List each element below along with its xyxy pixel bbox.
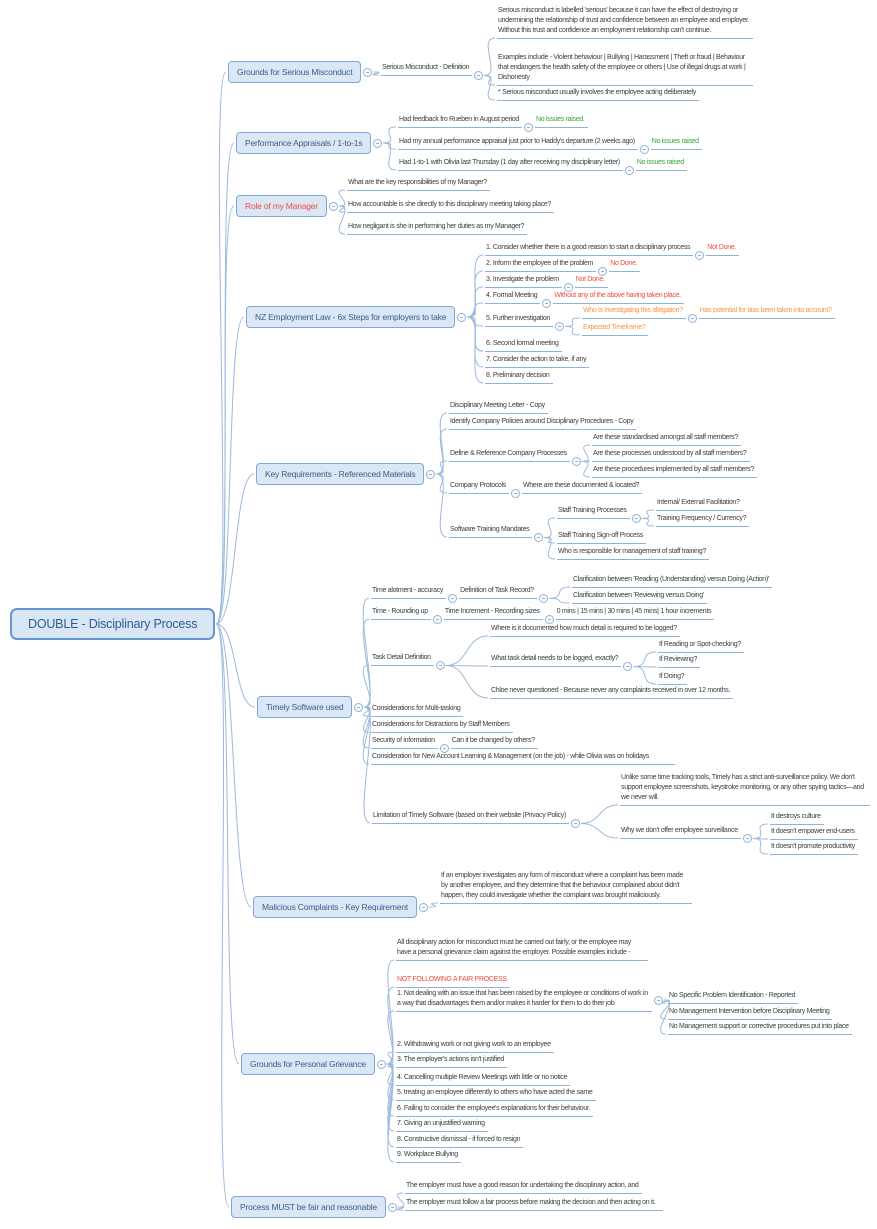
mindmap-branch-row — [396, 1039, 554, 1053]
collapse-toggle-icon[interactable] — [329, 202, 338, 211]
topic-node[interactable]: 0 mins | 15 mins | 30 mins | 45 mins| 1 hour increments — [556, 606, 715, 620]
topic-node[interactable]: It destroys culture — [770, 811, 824, 825]
collapse-toggle-icon[interactable] — [625, 166, 634, 175]
branch-connector-line — [565, 327, 580, 336]
mindmap-branch-row — [620, 825, 754, 839]
mindmap-branch-row — [371, 751, 675, 765]
topic-node[interactable]: Timely Software used — [257, 696, 352, 718]
branch-connector-line — [363, 598, 370, 707]
collapse-toggle-icon[interactable] — [373, 139, 382, 148]
topic-node[interactable]: Time - Rounding up — [371, 606, 431, 620]
topic-node[interactable]: Why we don't offer employee surveillance — [620, 825, 741, 839]
mindmap-branch-row — [396, 1149, 461, 1163]
topic-node[interactable]: Staff Training Sign-off Process — [557, 530, 646, 544]
collapse-toggle-icon[interactable] — [457, 313, 466, 322]
topic-node[interactable]: Expected Timeframe? — [582, 322, 648, 336]
mindmap-branch-row — [572, 590, 707, 604]
topic-node[interactable]: Company Protocols — [449, 480, 509, 494]
status-note[interactable]: No Done. — [609, 258, 640, 272]
mindmap-branch-row — [405, 1197, 663, 1211]
topic-node[interactable]: It doesn't promote productivity — [770, 841, 858, 855]
topic-node[interactable]: The employer must have a good reason for undertaking the disciplinary action, and — [405, 1180, 642, 1194]
root-topic-row — [10, 608, 215, 640]
main-topic-grounds-for-serious-misconduct — [228, 61, 374, 83]
mindmap-branch-row — [371, 606, 714, 620]
mindmap-branch-row — [449, 524, 545, 538]
collapse-toggle-icon[interactable] — [511, 489, 520, 498]
main-topic-role-of-my-manager — [236, 195, 340, 217]
topic-node[interactable]: 7. Giving an unjustified warning — [396, 1118, 488, 1132]
mindmap-branch-row — [347, 199, 554, 213]
mindmap-branch-row — [658, 671, 687, 685]
branch-connector-line — [429, 903, 438, 907]
mindmap-branch-row — [668, 1021, 852, 1035]
branch-connector-line — [216, 624, 239, 1064]
topic-node[interactable]: 3. Investigate the problem — [485, 274, 562, 288]
mindmap-branch-row — [490, 623, 680, 637]
topic-node[interactable]: Identify Company Policies around Disciplinary Procedures - Copy — [449, 416, 636, 430]
mindmap-branch-row — [449, 480, 642, 494]
mindmap-branch-row — [668, 990, 798, 1004]
main-topic-performance-appraisals — [236, 132, 384, 154]
topic-node[interactable]: Has potential for bias been taken into account? — [699, 305, 835, 319]
mindmap-branch-row — [371, 585, 550, 599]
collapse-toggle-icon[interactable] — [571, 819, 580, 828]
collapse-toggle-icon[interactable] — [632, 514, 641, 523]
mindmap-branch-row — [485, 274, 608, 288]
mindmap-branch-row — [592, 464, 757, 478]
branch-connector-line — [581, 805, 618, 824]
branch-connector-line — [383, 127, 396, 143]
status-note[interactable]: Not Done. — [706, 242, 739, 256]
main-topic-key-requirements — [256, 463, 437, 485]
mindmap-branch-row — [490, 653, 634, 667]
main-topic-nz-employment-law — [246, 306, 468, 328]
topic-node[interactable]: Who is investigating this allegation? — [582, 305, 686, 319]
topic-node[interactable]: Performance Appraisals / 1-to-1s — [236, 132, 371, 154]
topic-node[interactable]: If Reading or Spot-checking? — [658, 639, 744, 653]
mindmap-branch-row — [658, 654, 700, 668]
topic-node[interactable]: How accountable is she directly to this disciplinary meeting taking place? — [347, 199, 554, 213]
branch-connector-line — [383, 143, 396, 170]
mindmap-branch-row — [449, 400, 548, 414]
mindmap-branch-row — [497, 5, 753, 39]
main-topic-malicious-complaints — [253, 896, 430, 918]
collapse-toggle-icon[interactable] — [388, 1203, 397, 1212]
topic-node[interactable]: * Serious misconduct usually involves the employee acting deliberately — [497, 87, 699, 101]
mindmap-branch-row — [582, 322, 648, 336]
mindmap-branch-row — [485, 258, 640, 272]
topic-node[interactable]: 2. Inform the employee of the problem — [485, 258, 596, 272]
branch-connector-line — [565, 318, 580, 327]
topic-node[interactable]: Security of information — [371, 735, 438, 749]
topic-node[interactable]: Grounds for Personal Grievance — [241, 1053, 375, 1075]
branch-connector-line — [582, 462, 590, 478]
branch-connector-line — [216, 624, 229, 1207]
root-topic[interactable]: DOUBLE - Disciplinary Process — [10, 608, 215, 640]
mindmap-branch-row — [485, 242, 739, 256]
topic-node[interactable]: NZ Employment Law - 6x Steps for employers to take — [246, 306, 455, 328]
mindmap-branch-row — [396, 1072, 570, 1086]
mindmap-branch-row — [347, 221, 527, 235]
topic-node[interactable]: Are these processes understood by all staff members? — [592, 448, 750, 462]
collapse-toggle-icon[interactable] — [555, 322, 564, 331]
main-topic-process-fair-reasonable — [231, 1196, 399, 1218]
topic-node[interactable]: 6. Failing to consider the employee's explanations for their behaviour. — [396, 1103, 593, 1117]
topic-node[interactable]: 4. Cancelling multiple Review Meetings with little or no notice — [396, 1072, 570, 1086]
topic-node[interactable]: 6. Second formal meeting — [485, 338, 562, 352]
topic-node[interactable]: Where are these documented & located? — [522, 480, 642, 494]
mindmap-branch-row — [396, 974, 510, 988]
mindmap-branch-row — [449, 448, 583, 462]
topic-node[interactable]: Can it be changed by others? — [451, 735, 538, 749]
mindmap-branch-row — [372, 810, 582, 824]
topic-node[interactable]: Grounds for Serious Misconduct — [228, 61, 361, 83]
topic-node[interactable]: Process MUST be fair and reasonable — [231, 1196, 386, 1218]
branch-connector-line — [467, 317, 483, 383]
topic-paragraph[interactable]: Consideration for New Account Learning & Management (on the job) - while Olivia was on holidays — [371, 751, 675, 765]
topic-node[interactable]: Definition of Task Record? — [459, 585, 537, 599]
topic-node[interactable]: Task Detail Definition — [371, 652, 434, 666]
topic-node[interactable]: Malicious Complaints - Key Requirement — [253, 896, 417, 918]
mindmap-branch-row — [449, 416, 636, 430]
topic-node[interactable]: Had feedback fro Rueben in August period — [398, 114, 522, 128]
mindmap-branch-row — [485, 354, 589, 368]
mindmap-branch-row — [371, 719, 513, 733]
topic-node[interactable]: Limitation of Timely Software (based on their website (Privacy Policy) — [372, 810, 569, 824]
mindmap-branch-row — [656, 497, 743, 511]
topic-node[interactable]: Software Training Mandates — [449, 524, 532, 538]
mindmap-branch-row — [396, 1054, 507, 1068]
status-note[interactable]: Not Done. — [575, 274, 608, 288]
topic-paragraph[interactable]: Examples include - Violent behaviour | Bullying | Harassment | Theft or fraud | Behaviour that endangers the health safety of the employee or others | Use of illegal drugs at work | Dishonesty — [497, 52, 753, 86]
mindmap-branch-row — [347, 177, 490, 191]
topic-node[interactable]: 3. The employer's actions isn't justified — [396, 1054, 507, 1068]
collapse-toggle-icon[interactable] — [426, 470, 435, 479]
mindmap-branch-row — [371, 735, 538, 749]
branch-connector-line — [753, 839, 768, 855]
topic-node[interactable]: It doesn't empower end-users — [770, 826, 858, 840]
topic-paragraph[interactable]: Unlike some time tracking tools, Timely has a strict anti-surveillance policy. We don't support employee screenshots, keystroke monitoring, or any other spying tactics—and we never will. — [620, 772, 870, 806]
mindmap-branch-row — [371, 652, 447, 666]
mindmap-branch-row — [371, 703, 463, 717]
mindmap-branch-row — [396, 1118, 488, 1132]
branch-connector-line — [544, 518, 555, 538]
topic-node[interactable]: 2. Withdrawing work or not giving work to an employee — [396, 1039, 554, 1053]
branch-connector-line — [549, 587, 570, 599]
branch-connector-line — [216, 624, 251, 907]
main-topic-grounds-for-personal-grievance — [241, 1053, 388, 1075]
topic-node[interactable]: Clarification between 'Reviewing versus Doing' — [572, 590, 707, 604]
branch-connector-line — [484, 38, 495, 76]
branch-connector-line — [446, 666, 488, 667]
mindmap-branch-row — [572, 574, 772, 588]
mindmap-branch-row — [620, 772, 870, 806]
collapse-toggle-icon[interactable] — [572, 457, 581, 466]
branch-connector-line — [216, 317, 244, 624]
collapse-toggle-icon[interactable] — [654, 996, 663, 1005]
branch-connector-line — [446, 666, 488, 699]
branch-connector-line — [642, 519, 654, 527]
collapse-toggle-icon[interactable] — [436, 661, 445, 670]
mindmap-branch-row — [396, 1103, 593, 1117]
collapse-toggle-icon[interactable] — [743, 834, 752, 843]
branch-connector-line — [549, 599, 570, 604]
topic-node[interactable]: No Management support or corrective procedures put into place — [668, 1021, 852, 1035]
topic-node[interactable]: How negligant is she in performing her duties as my Manager? — [347, 221, 527, 235]
collapse-toggle-icon[interactable] — [688, 314, 697, 323]
mindmap-branch-row — [770, 841, 858, 855]
collapse-toggle-icon[interactable] — [363, 68, 372, 77]
collapse-toggle-icon[interactable] — [433, 615, 442, 624]
mindmap-branch-row — [405, 1180, 642, 1194]
topic-node[interactable]: Internal/ External Facilitation? — [656, 497, 743, 511]
mindmap-branch-row — [396, 937, 648, 961]
topic-node[interactable]: Who is responsible for management of staff training? — [557, 546, 709, 560]
topic-node[interactable]: Time Increment - Recording sizes — [444, 606, 543, 620]
branch-connector-line — [436, 413, 447, 474]
topic-node[interactable]: Serious Misconduct - Definition — [381, 62, 472, 76]
topic-node[interactable]: Clarification between 'Reading (Understanding) versus Doing (Action)' — [572, 574, 772, 588]
status-note[interactable]: Without any of the above having taken place. — [553, 290, 684, 304]
topic-node[interactable]: NOT FOLLOWING A FAIR PROCESS — [396, 974, 510, 988]
topic-node[interactable]: Define & Reference Company Processes — [449, 448, 570, 462]
mindmap-branch-row — [398, 157, 687, 171]
topic-node[interactable]: 1. Consider whether there is a good reason to start a disciplinary process — [485, 242, 693, 256]
mindmap-branch-row — [592, 448, 750, 462]
branch-connector-line — [633, 667, 656, 685]
mindmap-branch-row — [497, 52, 753, 86]
mindmap-branch-row — [485, 370, 553, 384]
mindmap-branch-row — [770, 826, 858, 840]
collapse-toggle-icon[interactable] — [640, 145, 649, 154]
topic-node[interactable]: Are these procedures implemented by all staff members? — [592, 464, 757, 478]
mindmap-branch-row — [557, 530, 646, 544]
mindmap-branch-row — [398, 114, 588, 128]
topic-paragraph[interactable]: Serious misconduct is labelled 'serious' because it can have the effect of destroying or undermining the relationship of trust and confidence between an employee and employer. Without this trust and confidence an employment relationship can't continue. — [497, 5, 753, 39]
topic-node[interactable]: Had my annual performance appraisal just prior to Haddy's departure (2 weeks ago) — [398, 136, 638, 150]
mindmap-branch-row — [381, 62, 485, 76]
mindmap-branch-row — [557, 505, 643, 519]
topic-paragraph[interactable]: The employer must follow a fair process before making the decision and then acting on it. — [405, 1197, 663, 1211]
branch-connector-line — [581, 824, 618, 839]
topic-node[interactable]: Staff Training Processes — [557, 505, 630, 519]
status-note[interactable]: No issues raised. — [535, 114, 588, 128]
collapse-toggle-icon[interactable] — [419, 903, 428, 912]
topic-node[interactable]: Are these standardised amongst all staff members? — [592, 432, 741, 446]
topic-node[interactable]: No Management Intervention before Disciplinary Meeting — [668, 1006, 832, 1020]
mindmap-branch-row — [490, 685, 733, 699]
mindmap-branch-row — [770, 811, 824, 825]
status-note[interactable]: No issues raised — [636, 157, 687, 171]
mindmap-branch-row — [396, 988, 665, 1012]
mindmap-branch-row — [658, 639, 744, 653]
topic-node[interactable]: 5. Further investigation — [485, 313, 553, 327]
topic-node[interactable]: What are the key responsibilities of my Manager? — [347, 177, 490, 191]
topic-node[interactable]: 8. Preliminary decision — [485, 370, 553, 384]
topic-node[interactable]: Considerations for Distractions by Staff Members — [371, 719, 513, 733]
topic-node[interactable]: Where is it documented how much detail is required to be logged? — [490, 623, 680, 637]
topic-paragraph[interactable]: If an employer investigates any form of misconduct where a complaint has been made by another employee, and they determine that the behaviour complained about didn't happen, they could investigate whether the complaint was brought maliciously. — [440, 870, 692, 904]
mindmap-branch-row — [656, 513, 749, 527]
mindmap-branch-row — [396, 1134, 523, 1148]
topic-node[interactable]: 5. treating an employee differently to others who have acted the same — [396, 1087, 596, 1101]
mindmap-branch-row — [440, 870, 692, 904]
main-topic-timely-software-used — [257, 696, 365, 718]
topic-node[interactable]: 9. Workplace Bullying — [396, 1149, 461, 1163]
mindmap-branch-row — [396, 1087, 596, 1101]
branch-connector-line — [642, 510, 654, 519]
collapse-toggle-icon[interactable] — [539, 594, 548, 603]
collapse-toggle-icon[interactable] — [354, 703, 363, 712]
topic-node[interactable]: 7. Consider the action to take, if any — [485, 354, 589, 368]
mindmap-branch-row — [582, 305, 835, 319]
mindmap-branch-row — [485, 290, 684, 304]
topic-node[interactable]: 8. Constructive dismissal - if forced to resign — [396, 1134, 523, 1148]
mindmap-branch-row — [557, 546, 709, 560]
topic-node[interactable]: If Doing? — [658, 671, 687, 685]
topic-node[interactable]: Disciplinary Meeting Letter - Copy — [449, 400, 548, 414]
branch-connector-line — [484, 76, 495, 101]
branch-connector-line — [446, 636, 488, 666]
topic-node[interactable]: Key Requirements - Referenced Materials — [256, 463, 424, 485]
status-note[interactable]: No issues raised — [651, 136, 702, 150]
topic-node[interactable]: Had 1-to-1 with Olivia last Thursday (1 day after receiving my disciplinary letter) — [398, 157, 623, 171]
topic-node[interactable]: No Specific Problem Identification - Reported — [668, 990, 798, 1004]
mindmap-branch-row — [592, 432, 741, 446]
topic-paragraph[interactable]: All disciplinary action for misconduct must be carried out fairly, or the employee may have a personal grievance claim against the employer. Possible examples include - — [396, 937, 648, 961]
branch-connector-line — [582, 445, 590, 462]
topic-node[interactable]: What task detail needs to be logged, exactly? — [490, 653, 621, 667]
branch-connector-line — [753, 824, 768, 839]
mindmap-branch-row — [485, 313, 566, 327]
branch-connector-line — [467, 303, 483, 317]
collapse-toggle-icon[interactable] — [524, 123, 533, 132]
topic-node[interactable]: Role of my Manager — [236, 195, 327, 217]
mindmap-branch-row — [497, 87, 699, 101]
topic-node[interactable]: Training Frequency / Currency? — [656, 513, 749, 527]
branch-connector-line — [633, 652, 656, 667]
topic-node[interactable]: Considerations for Multi-tasking — [371, 703, 463, 717]
collapse-toggle-icon[interactable] — [377, 1060, 386, 1069]
topic-node[interactable]: 4. Formal Meeting — [485, 290, 540, 304]
topic-node[interactable]: If Reviewing? — [658, 654, 700, 668]
topic-node[interactable]: Time alotment - accuracy — [371, 585, 446, 599]
topic-paragraph[interactable]: 1. Not dealing with an issue that has been raised by the employee or conditions of work in a way that disadvantages them and/or makes it harder for them to do their job — [396, 988, 652, 1012]
mindmap-branch-row — [485, 338, 562, 352]
topic-node[interactable]: Chloe never questioned - Because never any complaints received in over 12 months. — [490, 685, 733, 699]
mindmap-branch-row — [398, 136, 702, 150]
mindmap-branch-row — [668, 1006, 832, 1020]
